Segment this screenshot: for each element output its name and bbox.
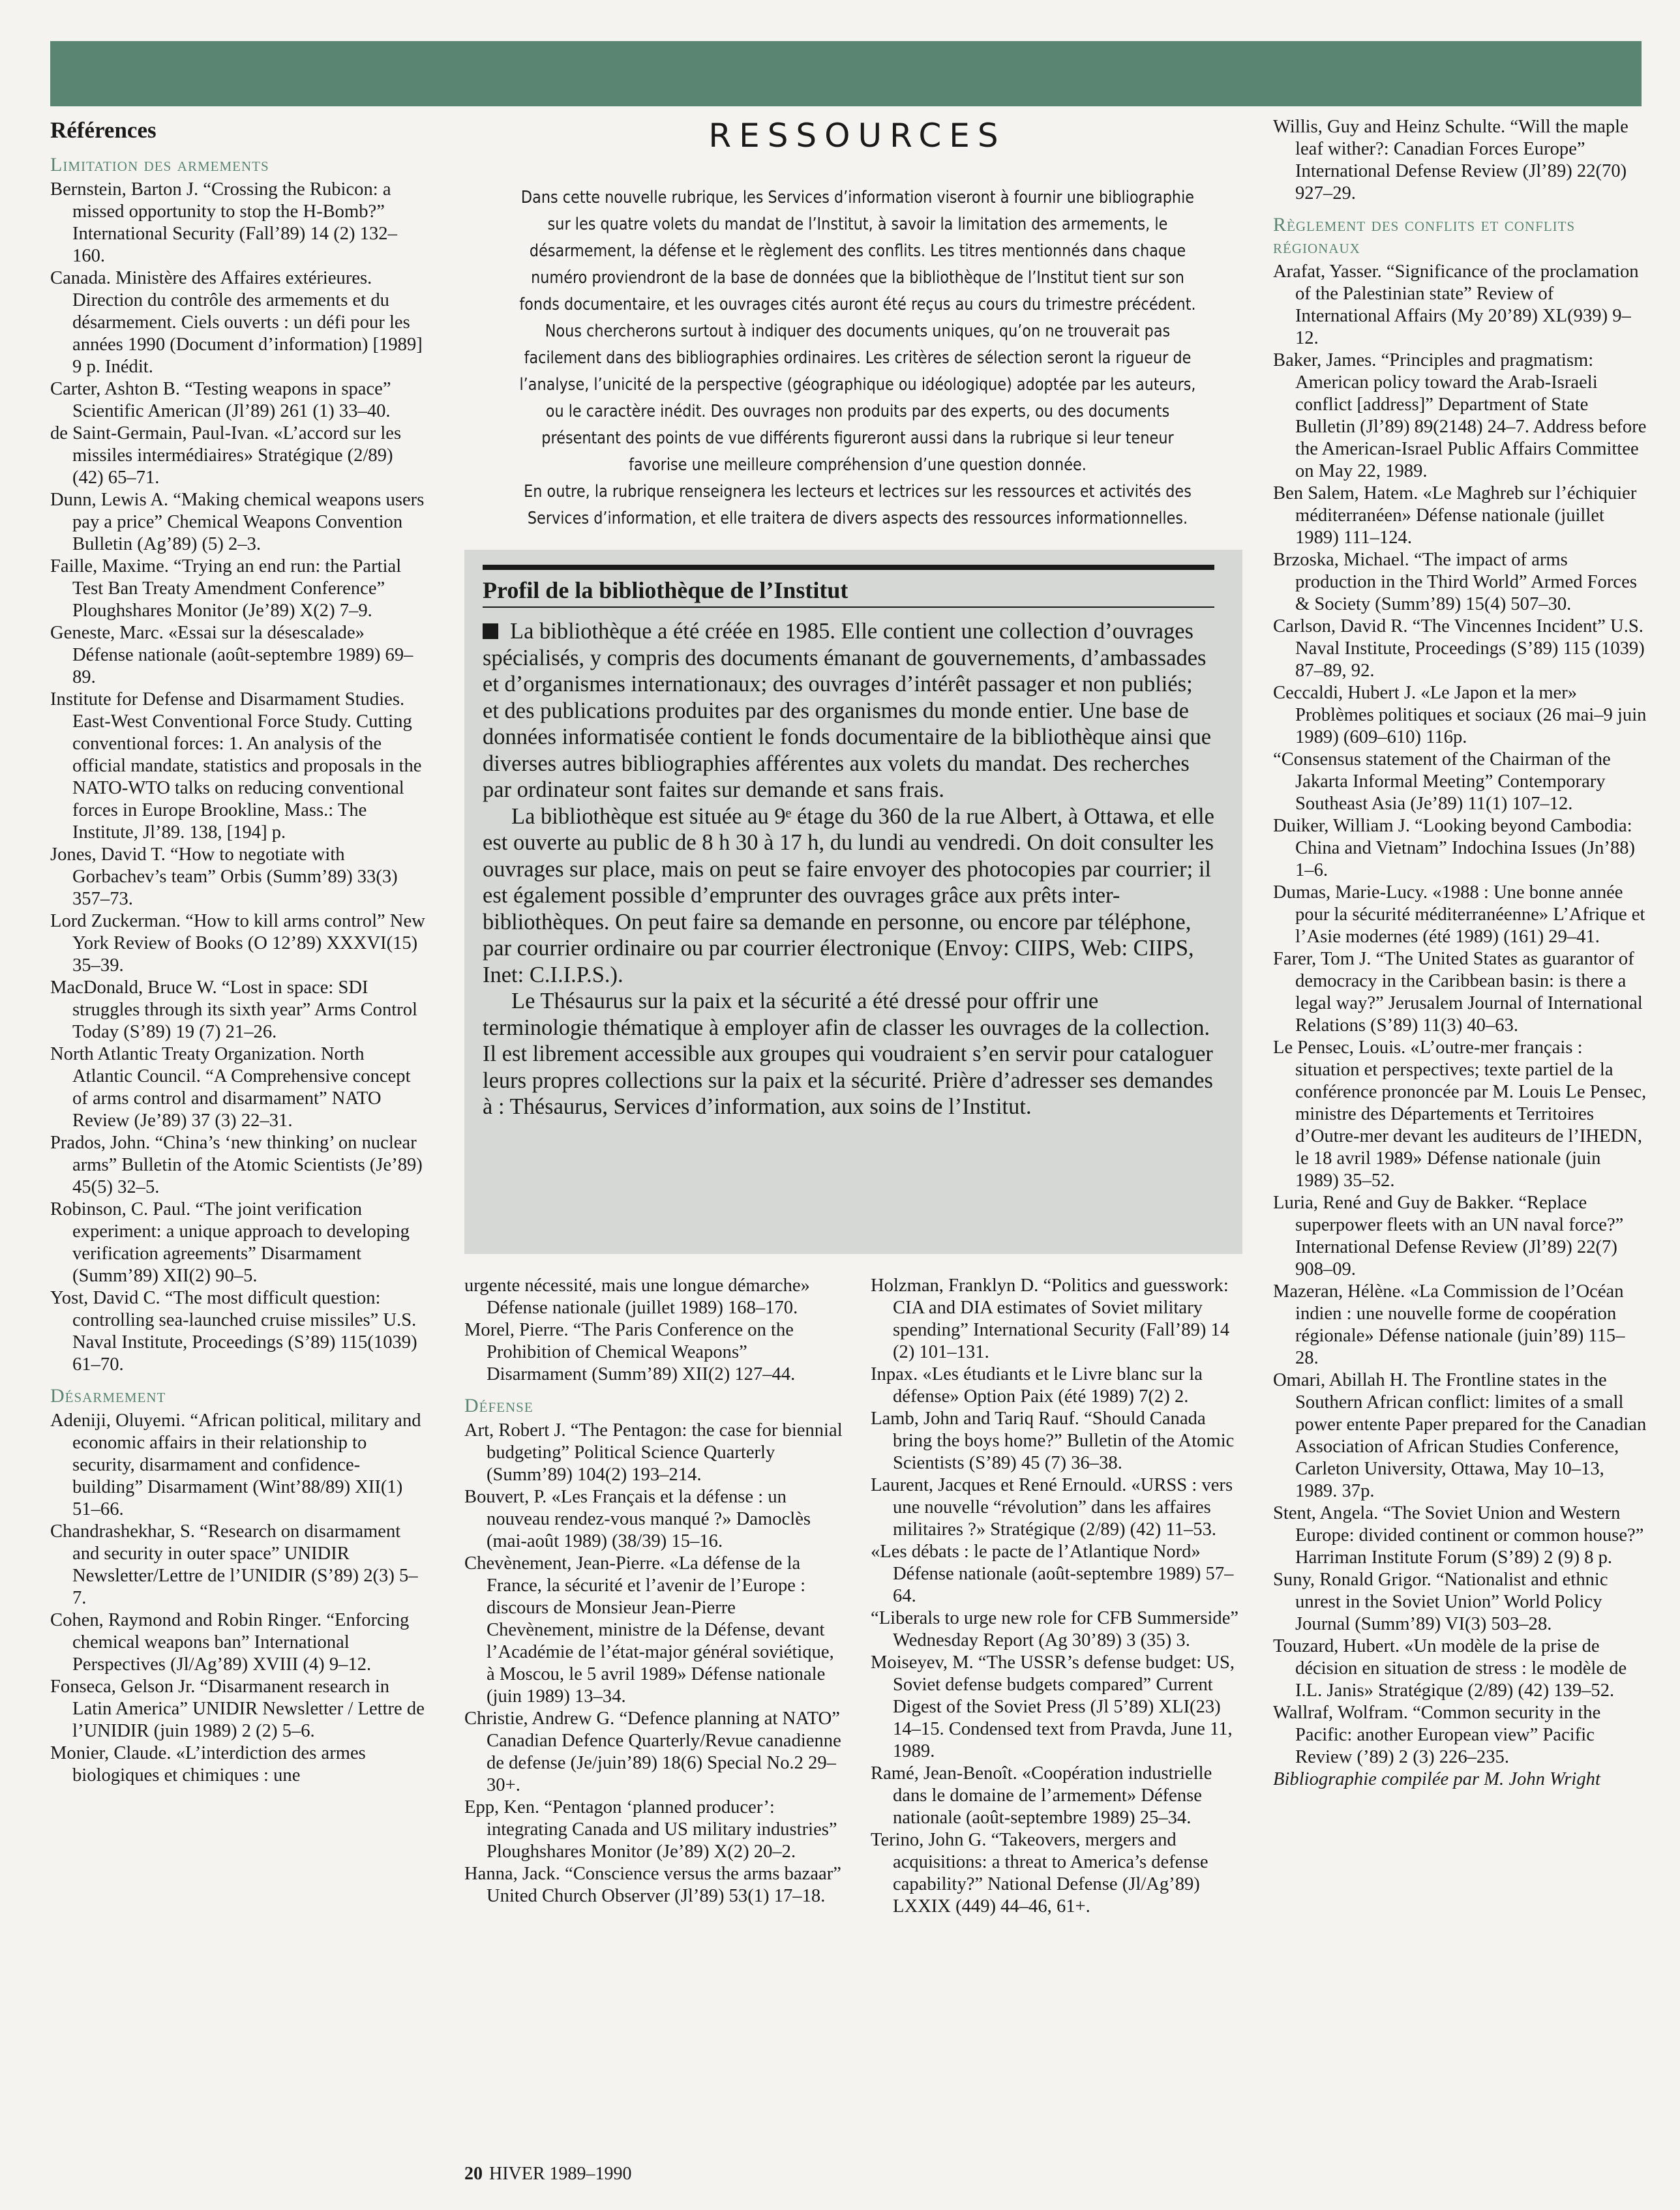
section-heading: Désarmement — [50, 1385, 166, 1407]
page-footer — [464, 2164, 632, 2185]
profile-paragraph: Le Thésaurus sur la paix et la sécurité a été dressé pour offrir une terminologie thématique à employer afin de classer les ouvrages de la collection. Il est librement accessible aux groupes qui voudraient s’en servir pour cataloguer leurs propres collections sur la paix et la sécurité. Prière d’adresser ses demandes à : Thésaurus, Services d’information, aux soins de l’Institut. — [483, 989, 1213, 1119]
reference-entry: Canada. Ministère des Affaires extérieures. Direction du contrôle des armements et du désarmement. Ciels ouverts : un défi pour les années 1990 (Document d’information) [1989] 9 p. Inédit. — [50, 268, 423, 377]
reference-list — [464, 1319, 843, 1386]
reference-entry: Luria, René and Guy de Bakker. “Replace superpower fleets with an UN naval force?” International Defense Review (Jl’89) 22(7) 908–09. — [1273, 1193, 1624, 1279]
reference-entry: Faille, Maxime. “Trying an end run: the Partial Test Ban Treaty Amendment Conference” Ploughshares Monitor (Je’89) X(2) 7–9. — [50, 556, 402, 621]
intro-paragraph: Dans cette nouvelle rubrique, les Services d’information viseront à fournir une bibliographie sur les quatre volets du mandat de l’Institut, à savoir la limitation des armements, le désarmement, la défense et le règlement des conflits. Les titres mentionnés dans chaque numéro proviendront de la base de données que la bibliothèque de l’Institut tient sur son fonds documentaire, et les ouvrages cités auront été reçus au cours du trimestre précédent. — [519, 188, 1196, 314]
reference-entry: Ramé, Jean-Benoît. «Coopération industrielle dans le domaine de l’armement» Défense nationale (août-septembre 1989) 25–34. — [871, 1763, 1212, 1828]
header-color-band — [50, 41, 1642, 106]
reference-entry: Carlson, David R. “The Vincennes Incident” U.S. Naval Institute, Proceedings (S’89) 115 (1039) 87–89, 92. — [1273, 616, 1645, 681]
references-middle-column-2 — [871, 1275, 1249, 1918]
reference-entry: Stent, Angela. “The Soviet Union and Western Europe: divided continent or common house?” Harriman Institute Forum (S’89) 2 (9) 8 p. — [1273, 1503, 1644, 1568]
square-bullet-icon — [483, 623, 498, 639]
reference-entry: Dunn, Lewis A. “Making chemical weapons users pay a price” Chemical Weapons Convention Bulletin (Ag’89) (5) 2–3. — [50, 490, 425, 554]
reference-entry: Inpax. «Les étudiants et le Livre blanc sur la défense» Option Paix (été 1989) 7(2) 2. — [871, 1364, 1203, 1407]
reference-list — [464, 1420, 843, 1907]
reference-entry: “Liberals to urge new role for CFB Summerside” Wednesday Report (Ag 30’89) 3 (35) 3. — [871, 1608, 1239, 1650]
reference-entry: Christie, Andrew G. “Defence planning at NATO” Canadian Defence Quarterly/Revue canadienne de defense (Je/juin’89) 18(6) Special No.2 29–30+. — [464, 1709, 841, 1795]
reference-entry: Institute for Defense and Disarmament Studies. East-West Conventional Force Study. Cutting conventional forces: 1. An analysis of the official mandate, statistics and proposals in the NATO-WTO talks on reducing conventional forces in Europe Brookline, Mass.: The Institute, Jl’89. 138, [194] p. — [50, 689, 422, 843]
reference-entry: Lord Zuckerman. “How to kill arms control” New York Review of Books (O 12’89) XXXVI(15) 35–39. — [50, 911, 425, 976]
reference-entry: Omari, Abillah H. The Frontline states in the Southern African conflict: limites of a small power entente Paper prepared for the Canadian Association of African Studies Conference, Carleton University, Ottawa, May 10–13, 1989. 37p. — [1273, 1370, 1647, 1501]
reference-entry: Prados, John. “China’s ‘new thinking’ on nuclear arms” Bulletin of the Atomic Scientists (Je’89) 45(5) 32–5. — [50, 1133, 423, 1197]
profile-paragraph: La bibliothèque est située au 9ᵉ étage du 360 de la rue Albert, à Ottawa, et elle est ouverte au public de 8 h 30 à 17 h, du lundi au vendredi. On doit consulter les ouvrages sur place, mais on peut se faire envoyer des photocopies par courrier; il est également possible d’emprunter des ouvrages grâce aux prêts inter-bibliothèques. On peut faire sa demande en personne, ou encore par téléphone, par courrier ordinaire ou par courrier électronique (Envoy: CIIPS, Web: CIIPS, Inet: C.I.I.P.S.). — [483, 803, 1214, 987]
intro-paragraph: Nous chercherons surtout à indiquer des documents uniques, qu’on ne trouverait pas facilement dans des bibliographies ordinaires. Les critères de sélection seront la rigueur de l’analyse, l’unicité de la perspective (géographique ou idéologique) adoptée par les auteurs, ou le caractère inédit. Des ouvrages non produits par des experts, ou des documents présentant des points de vue différents figureront aussi dans la rubrique si leur teneur favorise une meilleure compréhension d’une question donnée. — [519, 321, 1196, 475]
references-right-column — [1273, 116, 1647, 1791]
profile-paragraph-text: La bibliothèque a été créée en 1985. Elle contient une collection d’ouvrages spécialisés, y compris des documents émanant de gouvernements, d’ambassades et d’organismes internationaux; des ouvrages d’intérêt passager et non publiés; et des publications produites par des organismes du monde entier. Une base de données informatisée contient le fonds documentaire de la bibliothèque ainsi que diverses autres bibliographies afférentes aux volets du mandat. Des recherches par ordinateur sont faites sur demande et sans frais. — [483, 619, 1212, 802]
reference-entry: Brzoska, Michael. “The impact of arms production in the Third World” Armed Forces & Society (Summ’89) 15(4) 507–30. — [1273, 550, 1637, 614]
reference-entry: Epp, Ken. “Pentagon ‘planned producer’: integrating Canada and US military industries” Ploughshares Monitor (Je’89) X(2) 20–2. — [464, 1797, 837, 1862]
reference-entry: Mazeran, Hélène. «La Commission de l’Océan indien : une nouvelle forme de coopération régionale» Défense nationale (juin’89) 115–28. — [1273, 1281, 1625, 1368]
reference-entry: Le Pensec, Louis. «L’outre-mer français : situation et perspectives; texte partiel de la conférence prononcée par M. Louis Le Pensec, ministre des Départements et Territoires d’Outre-mer devant les auditeurs de l’IHEDN, le 18 avril 1989» Défense nationale (juin 1989) 35–52. — [1273, 1038, 1647, 1191]
reference-continuation: urgente nécessité, mais une longue démarche» Défense nationale (juillet 1989) 168–170. — [464, 1276, 810, 1318]
references-title: Références — [50, 117, 157, 143]
reference-entry: Art, Robert J. “The Pentagon: the case for biennial budgeting” Political Science Quarterly (Summ’89) 104(2) 193–214. — [464, 1420, 843, 1485]
reference-entry: Chandrashekhar, S. “Research on disarmament and security in outer space” UNIDIR Newsletter/Lettre de l’UNIDIR (S’89) 2(3) 5–7. — [50, 1521, 418, 1608]
reference-entry: Bernstein, Barton J. “Crossing the Rubicon: a missed opportunity to stop the H-Bomb?” International Security (Fall’89) 14 (2) 132–160. — [50, 179, 397, 266]
reference-entry: Lamb, John and Tariq Rauf. “Should Canada bring the boys home?” Bulletin of the Atomic Scientists (S’89) 45 (7) 36–38. — [871, 1409, 1235, 1473]
references-left-column — [50, 116, 427, 1787]
reference-entry: Carter, Ashton B. “Testing weapons in space” Scientific American (Jl’89) 261 (1) 33–40. — [50, 379, 391, 421]
section-heading-conflicts: Règlement des conflits et conflits régionaux — [1273, 214, 1576, 258]
reference-entry: Holzman, Franklyn D. “Politics and guesswork: CIA and DIA estimates of Soviet military spending” International Security (Fall’89) 14 (2) 101–131. — [871, 1276, 1230, 1362]
reference-entry: Baker, James. “Principles and pragmatism: American policy toward the Arab-Israeli conflict [address]” Department of State Bulletin (Jl’89) 89(2148) 24–7. Address before the American-Israel Public Affairs Committee on May 22, 1989. — [1273, 350, 1647, 481]
profile-body — [483, 618, 1214, 1120]
reference-entry: Yost, David C. “The most difficult question: controlling sea-launched cruise missiles” U.S. Naval Institute, Proceedings (S’89) 115(1039) 61–70. — [50, 1288, 417, 1375]
intro-text — [513, 185, 1203, 532]
intro-paragraph: En outre, la rubrique renseignera les lecteurs et lectrices sur les ressources et activités des Services d’information, et elle traitera de divers aspects des ressources informationnelles. — [524, 482, 1192, 528]
reference-entry: MacDonald, Bruce W. “Lost in space: SDI struggles through its sixth year” Arms Control Today (S’89) 19 (7) 21–26. — [50, 978, 417, 1042]
references-sections — [50, 154, 427, 1787]
section-heading: Limitation des armements — [50, 154, 269, 175]
reference-entry: Adeniji, Oluyemi. “African political, military and economic affairs in their relationship to security, disarmament and confidence-building” Disarmament (Wint’88/89) XII(1) 51–66. — [50, 1411, 421, 1519]
reference-entry: Jones, David T. “How to negotiate with Gorbachev’s team” Orbis (Summ’89) 33(3) 357–73. — [50, 844, 398, 909]
reference-entry: Laurent, Jacques et René Ernould. «URSS : vers une nouvelle “révolution” dans les affaires militaires ?» Stratégique (2/89) (42) 11–53. — [871, 1475, 1233, 1540]
reference-entry: Terino, John G. “Takeovers, mergers and acquisitions: a threat to America’s defense capability?” National Defense (Jl/Ag’89) LXXIX (449) 44–46, 61+. — [871, 1830, 1208, 1917]
references-middle-column-1 — [464, 1275, 843, 1907]
reference-entry: Moiseyev, M. “The USSR’s defense budget: US, Soviet defense budgets compared” Current Digest of the Soviet Press (Jl 5’89) XLI(23) 14–15. Condensed text from Pravda, June 11, 1989. — [871, 1652, 1235, 1761]
reference-entry: Ben Salem, Hatem. «Le Maghreb sur l’échiquier méditerranéen» Défense nationale (juillet 1989) 111–124. — [1273, 483, 1637, 548]
reference-entry: Fonseca, Gelson Jr. “Disarmanent research in Latin America” UNIDIR Newsletter / Lettre de l’UNIDIR (juin 1989) 2 (2) 5–6. — [50, 1677, 425, 1741]
reference-entry: Ceccaldi, Hubert J. «Le Japon et la mer» Problèmes politiques et sociaux (26 mai–9 juin 1989) (609–610) 116p. — [1273, 683, 1647, 747]
profile-title: Profil de la bibliothèque de l’Institut — [483, 574, 1214, 608]
reference-entry: Farer, Tom J. “The United States as guarantor of democracy in the Caribbean basin: is there a legal way?” Jerusalem Journal of International Relations (S’89) 11(3) 40–63. — [1273, 949, 1643, 1036]
reference-entry: Willis, Guy and Heinz Schulte. “Will the maple leaf wither?: Canadian Forces Europe” International Defense Review (Jl’89) 22(70) 927–29. — [1273, 117, 1628, 203]
profile-rule — [483, 565, 1214, 570]
reference-entry: Touzard, Hubert. «Un modèle de la prise de décision en situation de stress : le modèle de I.L. Janis» Stratégique (2/89) (42) 139–52. — [1273, 1636, 1627, 1701]
reference-entry: Morel, Pierre. “The Paris Conference on the Prohibition of Chemical Weapons” Disarmament (Summ’89) XII(2) 127–44. — [464, 1320, 796, 1384]
reference-entry: Chevènement, Jean-Pierre. «La défense de la France, la sécurité et l’avenir de l’Europe : discours de Monsieur Jean-Pierre Chevènement, ministre de la Défense, devant l’Académie de l’état-major général soviétique, à Moscou, le 5 avril 1989» Défense nationale (juin 1989) 13–34. — [464, 1553, 834, 1707]
reference-list — [871, 1275, 1249, 1918]
section-title: RESSOURCES — [708, 117, 1006, 155]
reference-entry: Dumas, Marie-Lucy. «1988 : Une bonne année pour la sécurité méditerranéenne» L’Afrique et l’Asie modernes (été 1989) (161) 29–41. — [1273, 882, 1645, 947]
reference-entry: Monier, Claude. «L’interdiction des armes biologiques et chimiques : une — [50, 1743, 366, 1785]
profile-paragraph — [483, 618, 1214, 803]
reference-entry: de Saint-Germain, Paul-Ivan. «L’accord sur les missiles intermédiaires» Stratégique (2/89) (42) 65–71. — [50, 423, 402, 488]
reference-entry: “Consensus statement of the Chairman of the Jakarta Informal Meeting” Contemporary Southeast Asia (Je’89) 11(1) 107–12. — [1273, 749, 1611, 814]
bibliography-credit: Bibliographie compilée par M. John Wright — [1273, 1769, 1600, 1789]
issue-label: HIVER 1989–1990 — [489, 2164, 632, 2184]
page-number: 20 — [464, 2164, 483, 2184]
reference-list — [1273, 261, 1647, 1769]
reference-list — [1273, 116, 1647, 205]
reference-entry: Wallraf, Wolfram. “Common security in the Pacific: another European view” Pacific Review (’89) 2 (3) 226–235. — [1273, 1703, 1601, 1767]
reference-entry: Geneste, Marc. «Essai sur la désescalade» Défense nationale (août-septembre 1989) 69–89. — [50, 623, 413, 687]
reference-entry: Bouvert, P. «Les Français et la défense : un nouveau rendez-vous manqué ?» Damoclès (mai-août 1989) (38/39) 15–16. — [464, 1487, 811, 1551]
reference-entry: Hanna, Jack. “Conscience versus the arms bazaar” United Church Observer (Jl’89) 53(1) 17–18. — [464, 1864, 841, 1906]
reference-entry: Suny, Ronald Grigor. “Nationalist and ethnic unrest in the Soviet Union” World Policy Journal (Summ’89) VI(3) 503–28. — [1273, 1570, 1608, 1634]
reference-entry: Robinson, C. Paul. “The joint verification experiment: a unique approach to developing verification agreements” Disarmament (Summ’89) XII(2) 90–5. — [50, 1199, 410, 1286]
reference-entry: North Atlantic Treaty Organization. North Atlantic Council. “A Comprehensive concept of arms control and disarmament” NATO Review (Je’89) 37 (3) 22–31. — [50, 1044, 411, 1131]
reference-entry: «Les débats : le pacte de l’Atlantique Nord» Défense nationale (août-septembre 1989) 57–64. — [871, 1542, 1234, 1606]
section-heading-defense: Défense — [464, 1395, 533, 1416]
reference-entry: Arafat, Yasser. “Significance of the proclamation of the Palestinian state” Review of International Affairs (My 20’89) XL(939) 9–12. — [1273, 261, 1639, 348]
reference-entry: Cohen, Raymond and Robin Ringer. “Enforcing chemical weapons ban” International Perspectives (Jl/Ag’89) XVIII (4) 9–12. — [50, 1610, 410, 1675]
reference-entry: Duiker, William J. “Looking beyond Cambodia: China and Vietnam” Indochina Issues (Jn’88) 1–6. — [1273, 816, 1636, 880]
